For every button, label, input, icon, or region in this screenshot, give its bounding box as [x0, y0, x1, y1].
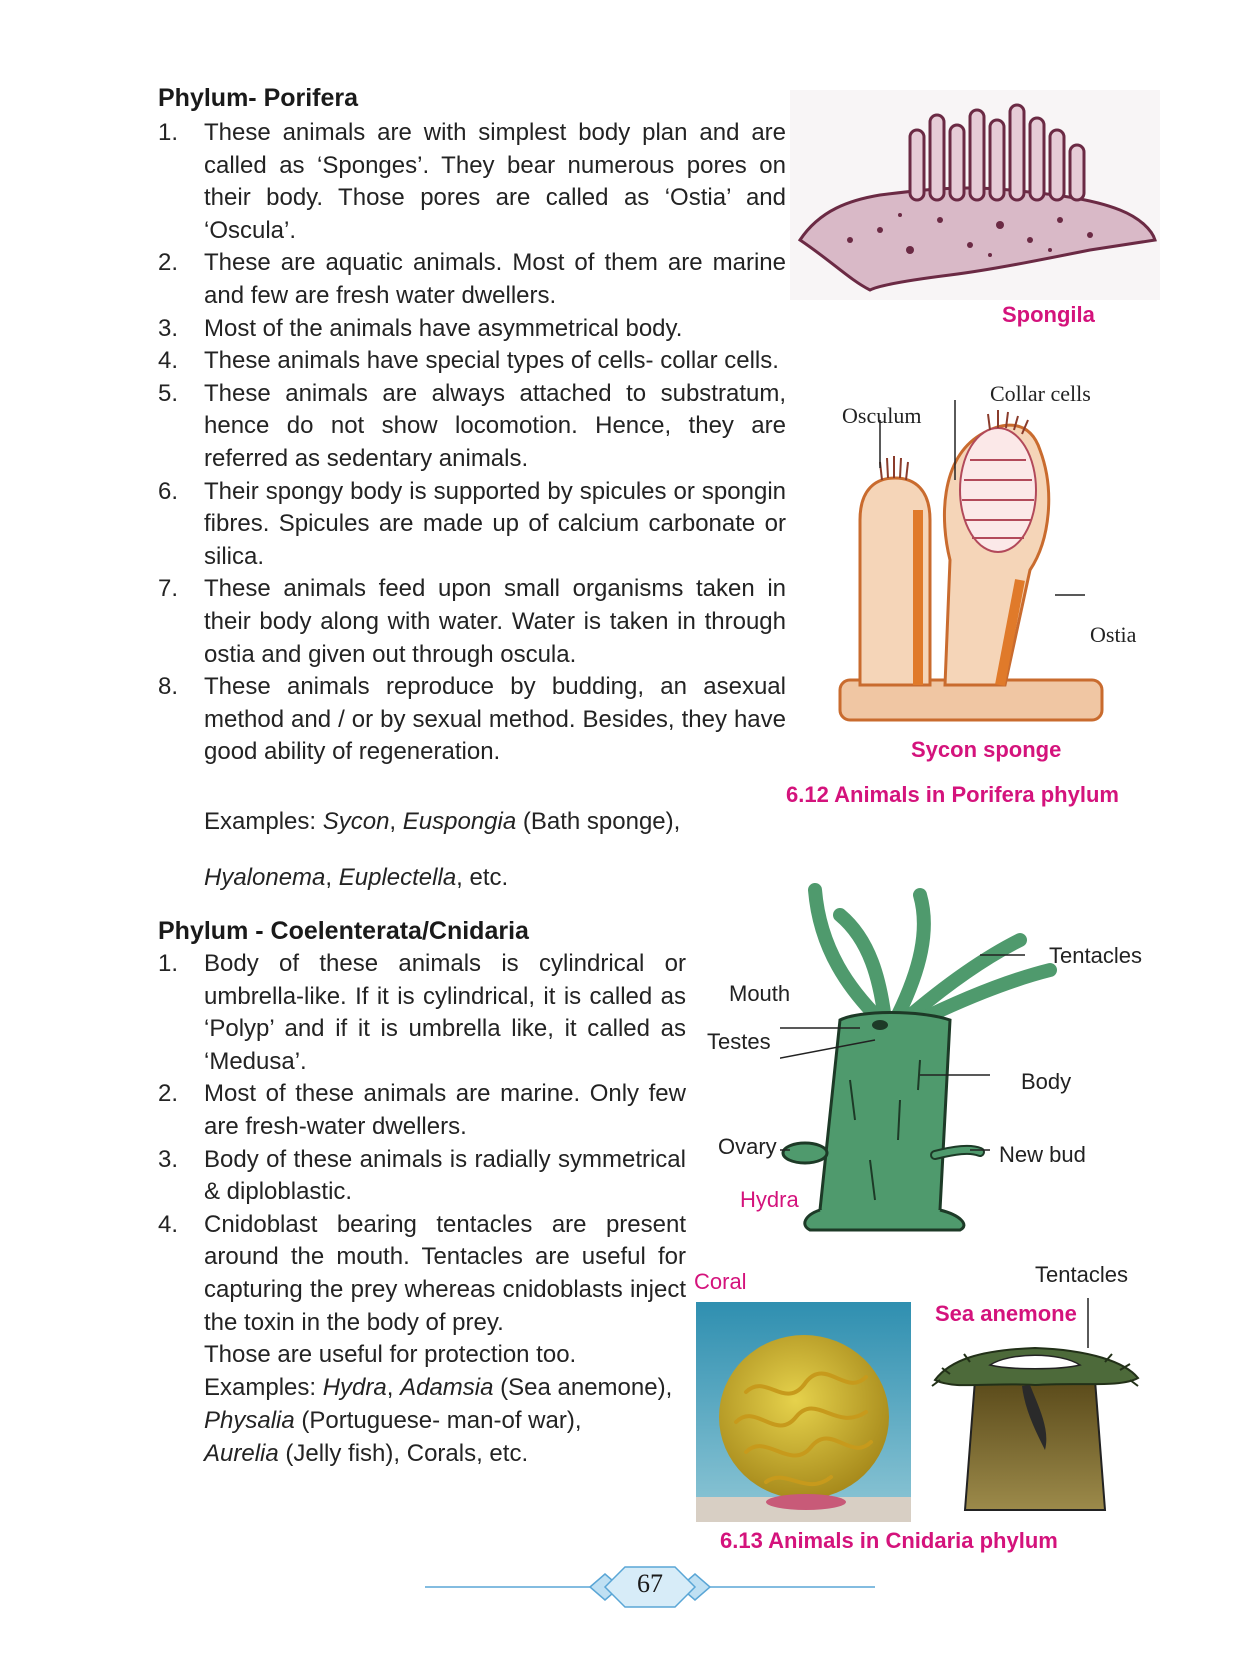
porifera-point-5: 5. These animals are always attached to substratum, hence do not show locomotion. Hence, they are referred as sedentary animals. [158, 379, 786, 472]
porifera-point-2: 2. These are aquatic animals. Most of them are marine and few are fresh water dwellers. [158, 249, 786, 309]
hydra-illustration [780, 880, 1100, 1240]
porifera-point-8: 8. These animals reproduce by budding, an asexual method and / or by sexual method. Besides, they have good ability of regeneration. [158, 673, 786, 766]
cnidaria-heading: Phylum - Coelenterata/Cnidaria [158, 917, 529, 945]
ovary-label: Ovary [718, 1134, 777, 1159]
porifera-heading: Phylum- Porifera [158, 84, 359, 112]
sea-anemone-label: Sea anemone [935, 1301, 1077, 1326]
sycon-caption: Sycon sponge [911, 737, 1062, 762]
cnidaria-extra: Those are useful for protection too. [204, 1341, 577, 1368]
porifera-point-1: 1. These animals are with simplest body plan and are called as ‘Sponges’. They bear numerous pores on their body. Those pores are called as ‘Ostia’ and ‘Oscula’. [158, 119, 786, 244]
sycon-illustration [830, 400, 1110, 730]
porifera-point-6: 6. Their spongy body is supported by spicules or spongin fibres. Spicules are made up of calcium carbonate or silica. [158, 477, 786, 570]
hydra-label: Hydra [740, 1187, 799, 1212]
porifera-point-4: 4. These animals have special types of cells- collar cells. [158, 347, 779, 375]
cnidaria-examples-line1: Examples: Hydra, Adamsia (Sea anemone), [204, 1374, 673, 1401]
cnidaria-point-2: 2. Most of these animals are marine. Only few are fresh-water dwellers. [158, 1080, 686, 1140]
porifera-examples-line2: Hyalonema, Euplectella, etc. [204, 864, 509, 891]
porifera-point-3: 3. Most of the animals have asymmetrical body. [158, 314, 683, 342]
figure-6-12-caption: 6.12 Animals in Porifera phylum [786, 782, 1119, 807]
porifera-list [158, 117, 786, 769]
osculum-label: Osculum [842, 403, 922, 428]
spongila-illustration [790, 90, 1160, 300]
new-bud-label: New bud [999, 1142, 1086, 1167]
sea-anemone-illustration [930, 1290, 1140, 1520]
testes-label: Testes [707, 1029, 771, 1054]
page-number: 67 [637, 1569, 663, 1598]
cnidaria-point-1: 1. Body of these animals is cylindrical or umbrella-like. If it is cylindrical, it is called as ‘Polyp’ and if it is umbrella like, it called as ‘Medusa’. [158, 950, 686, 1075]
cnidaria-point-3: 3. Body of these animals is radially symmetrical & diploblastic. [158, 1145, 686, 1206]
cnidaria-examples-line3: Aurelia (Jelly fish), Corals, etc. [204, 1440, 529, 1467]
cnidaria-examples-line2: Physalia (Portuguese- man-of war), [204, 1407, 582, 1434]
body-label: Body [1021, 1069, 1072, 1094]
porifera-point-7: 7. These animals feed upon small organisms taken in their body along with water. Water is taken in through ostia and given out through oscula. [158, 575, 786, 668]
porifera-examples-line1: Examples: Sycon, Euspongia (Bath sponge), [204, 808, 681, 835]
coral-illustration [696, 1302, 911, 1522]
cnidaria-list [158, 948, 686, 1339]
coral-label: Coral [694, 1269, 747, 1294]
spongila-label: Spongila [1002, 302, 1095, 327]
anemone-tentacles-label: Tentacles [1035, 1262, 1128, 1287]
cnidaria-point-4: 4. Cnidoblast bearing tentacles are present around the mouth. Tentacles are useful for capturing the prey whereas cnidoblasts inject the toxin in the body of prey. [158, 1210, 686, 1336]
ostia-label: Ostia [1090, 622, 1137, 647]
tentacles-label: Tentacles [1049, 943, 1142, 968]
figure-6-13-caption: 6.13 Animals in Cnidaria phylum [720, 1528, 1058, 1553]
collar-cells-label: Collar cells [990, 381, 1091, 406]
mouth-label: Mouth [729, 981, 791, 1006]
